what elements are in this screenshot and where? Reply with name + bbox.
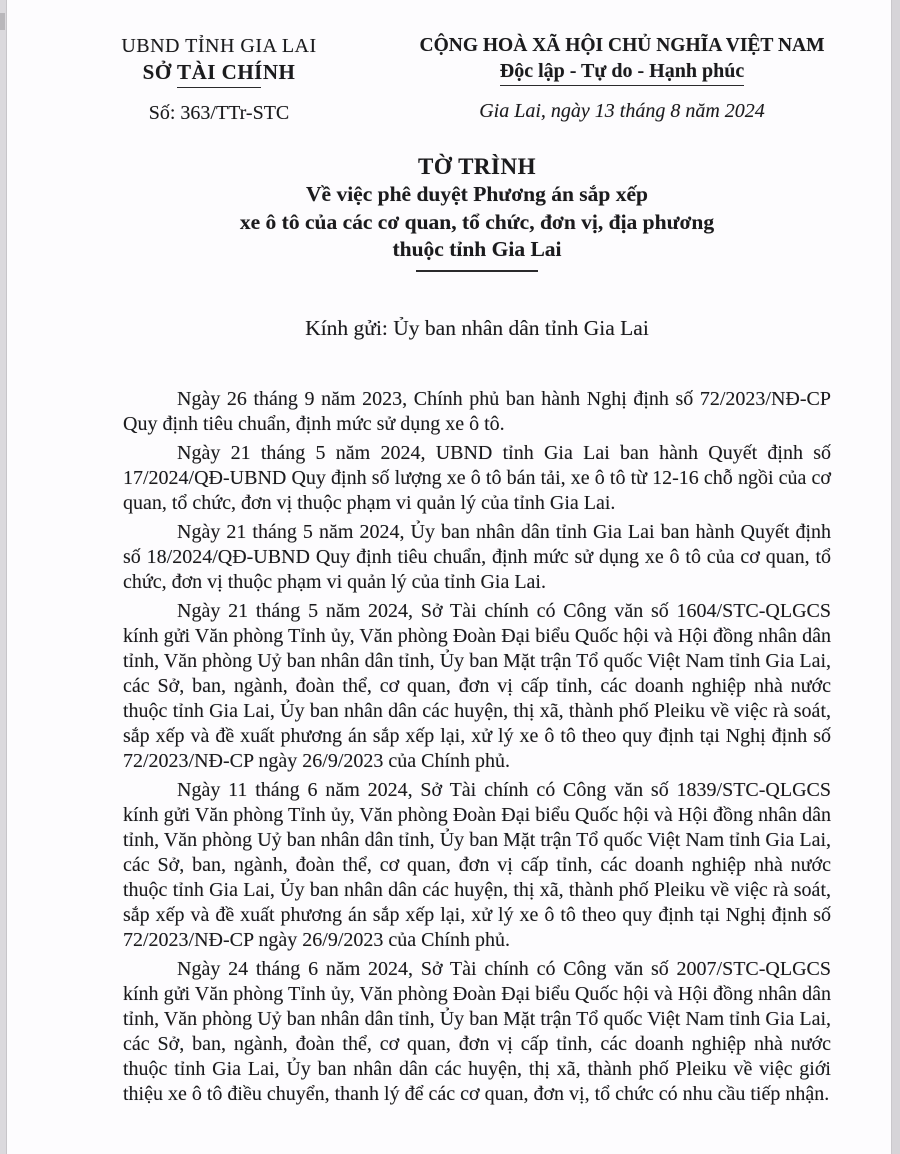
issuing-org-block — [103, 33, 335, 126]
body-paragraph: Ngày 26 tháng 9 năm 2023, Chính phủ ban hành Nghị định số 72/2023/NĐ-CP Quy định tiêu chuẩn, định mức sử dụng xe ô tô. — [123, 387, 831, 435]
document-number: Số: 363/TTr-STC — [148, 102, 290, 124]
document-subject-line2: xe ô tô của các cơ quan, tổ chức, đơn vị, địa phương — [239, 209, 715, 234]
scan-edge-left — [0, 0, 6, 1154]
body-paragraph: Ngày 24 tháng 6 năm 2024, Sở Tài chính có Công văn số 2007/STC-QLGCS kính gửi Văn phòng Tỉnh ủy, Văn phòng Đoàn Đại biểu Quốc hội và Hội đồng nhân dân tỉnh, Văn phòng Uỷ ban nhân dân tỉnh, Ủy ban Mặt trận Tổ quốc Việt Nam tỉnh Gia Lai, các Sở, ban, ngành, đoàn thể, cơ quan, đơn vị cấp tỉnh, các doanh nghiệp nhà nước thuộc tỉnh Gia Lai, Ủy ban nhân dân các huyện, thị xã, thành phố Pleiku về việc giới thiệu xe ô tô điều chuyển, thanh lý để các cơ quan, đơn vị, tổ chức có nhu cầu tiếp nhận. — [123, 957, 831, 1105]
document-content — [123, 153, 831, 1107]
title-rule — [416, 270, 538, 272]
org-name: SỞ TÀI CHÍNH — [142, 60, 296, 84]
national-motto-text: Độc lập - Tự do - Hạnh phúc — [500, 59, 744, 86]
body-paragraph: Ngày 21 tháng 5 năm 2024, Ủy ban nhân dân tỉnh Gia Lai ban hành Quyết định số 18/2024/QĐ-UBND Quy định tiêu chuẩn, định mức sử dụng xe ô tô của cơ quan, tổ chức, đơn vị thuộc phạm vi quản lý của tỉnh Gia Lai. — [123, 520, 831, 593]
title-block — [123, 153, 831, 272]
scan-edge-right — [892, 0, 900, 1154]
body-paragraph: Ngày 21 tháng 5 năm 2024, Sở Tài chính có Công văn số 1604/STC-QLGCS kính gửi Văn phòng Tỉnh ủy, Văn phòng Đoàn Đại biểu Quốc hội và Hội đồng nhân dân tỉnh, Văn phòng Uỷ ban nhân dân tỉnh, Ủy ban Mặt trận Tổ quốc Việt Nam tỉnh Gia Lai, các Sở, ban, ngành, đoàn thể, cơ quan, đơn vị cấp tỉnh, các doanh nghiệp nhà nước thuộc tỉnh Gia Lai, Ủy ban nhân dân các huyện, thị xã, thành phố Pleiku về việc rà soát, sắp xếp và đề xuất phương án sắp xếp lại, xử lý xe ô tô theo quy định tại Nghị định số 72/2023/NĐ-CP ngày 26/9/2023 của Chính phủ. — [123, 599, 831, 772]
national-motto — [401, 59, 843, 86]
body-paragraph: Ngày 21 tháng 5 năm 2024, UBND tỉnh Gia Lai ban hành Quyết định số 17/2024/QĐ-UBND Quy định số lượng xe ô tô bán tải, xe ô tô từ 12-16 chỗ ngồi của cơ quan, tổ chức, đơn vị thuộc phạm vi quản lý của tỉnh Gia Lai. — [123, 441, 831, 514]
document-type-title: TỜ TRÌNH — [418, 154, 536, 179]
document-subject-line1: Về việc phê duyệt Phương án sắp xếp — [306, 182, 648, 206]
body-paragraph: Ngày 11 tháng 6 năm 2024, Sở Tài chính có Công văn số 1839/STC-QLGCS kính gửi Văn phòng Tỉnh ủy, Văn phòng Đoàn Đại biểu Quốc hội và Hội đồng nhân dân tỉnh, Văn phòng Uỷ ban nhân dân tỉnh, Ủy ban Mặt trận Tổ quốc Việt Nam tỉnh Gia Lai, các Sở, ban, ngành, đoàn thể, cơ quan, đơn vị cấp tỉnh, các doanh nghiệp nhà nước thuộc tỉnh Gia Lai, Ủy ban nhân dân các huyện, thị xã, thành phố Pleiku về việc rà soát, sắp xếp và đề xuất phương án sắp xếp lại, xử lý xe ô tô theo quy định tại Nghị định số 72/2023/NĐ-CP ngày 26/9/2023 của Chính phủ. — [123, 778, 831, 951]
org-parent-name: UBND TỈNH GIA LAI — [121, 35, 317, 57]
document-body — [123, 387, 831, 1107]
salutation-line: Kính gửi: Ủy ban nhân dân tỉnh Gia Lai — [305, 315, 649, 340]
document-page — [6, 0, 892, 1154]
org-name-rule — [177, 87, 261, 88]
document-subject-line3: thuộc tỉnh Gia Lai — [392, 237, 562, 261]
national-title: CỘNG HOÀ XÃ HỘI CHỦ NGHĨA VIỆT NAM — [419, 35, 825, 56]
national-motto-block — [401, 33, 843, 126]
document-header — [7, 0, 891, 126]
place-date-line: Gia Lai, ngày 13 tháng 8 năm 2024 — [479, 100, 765, 122]
scan-corner-mark — [0, 13, 5, 30]
